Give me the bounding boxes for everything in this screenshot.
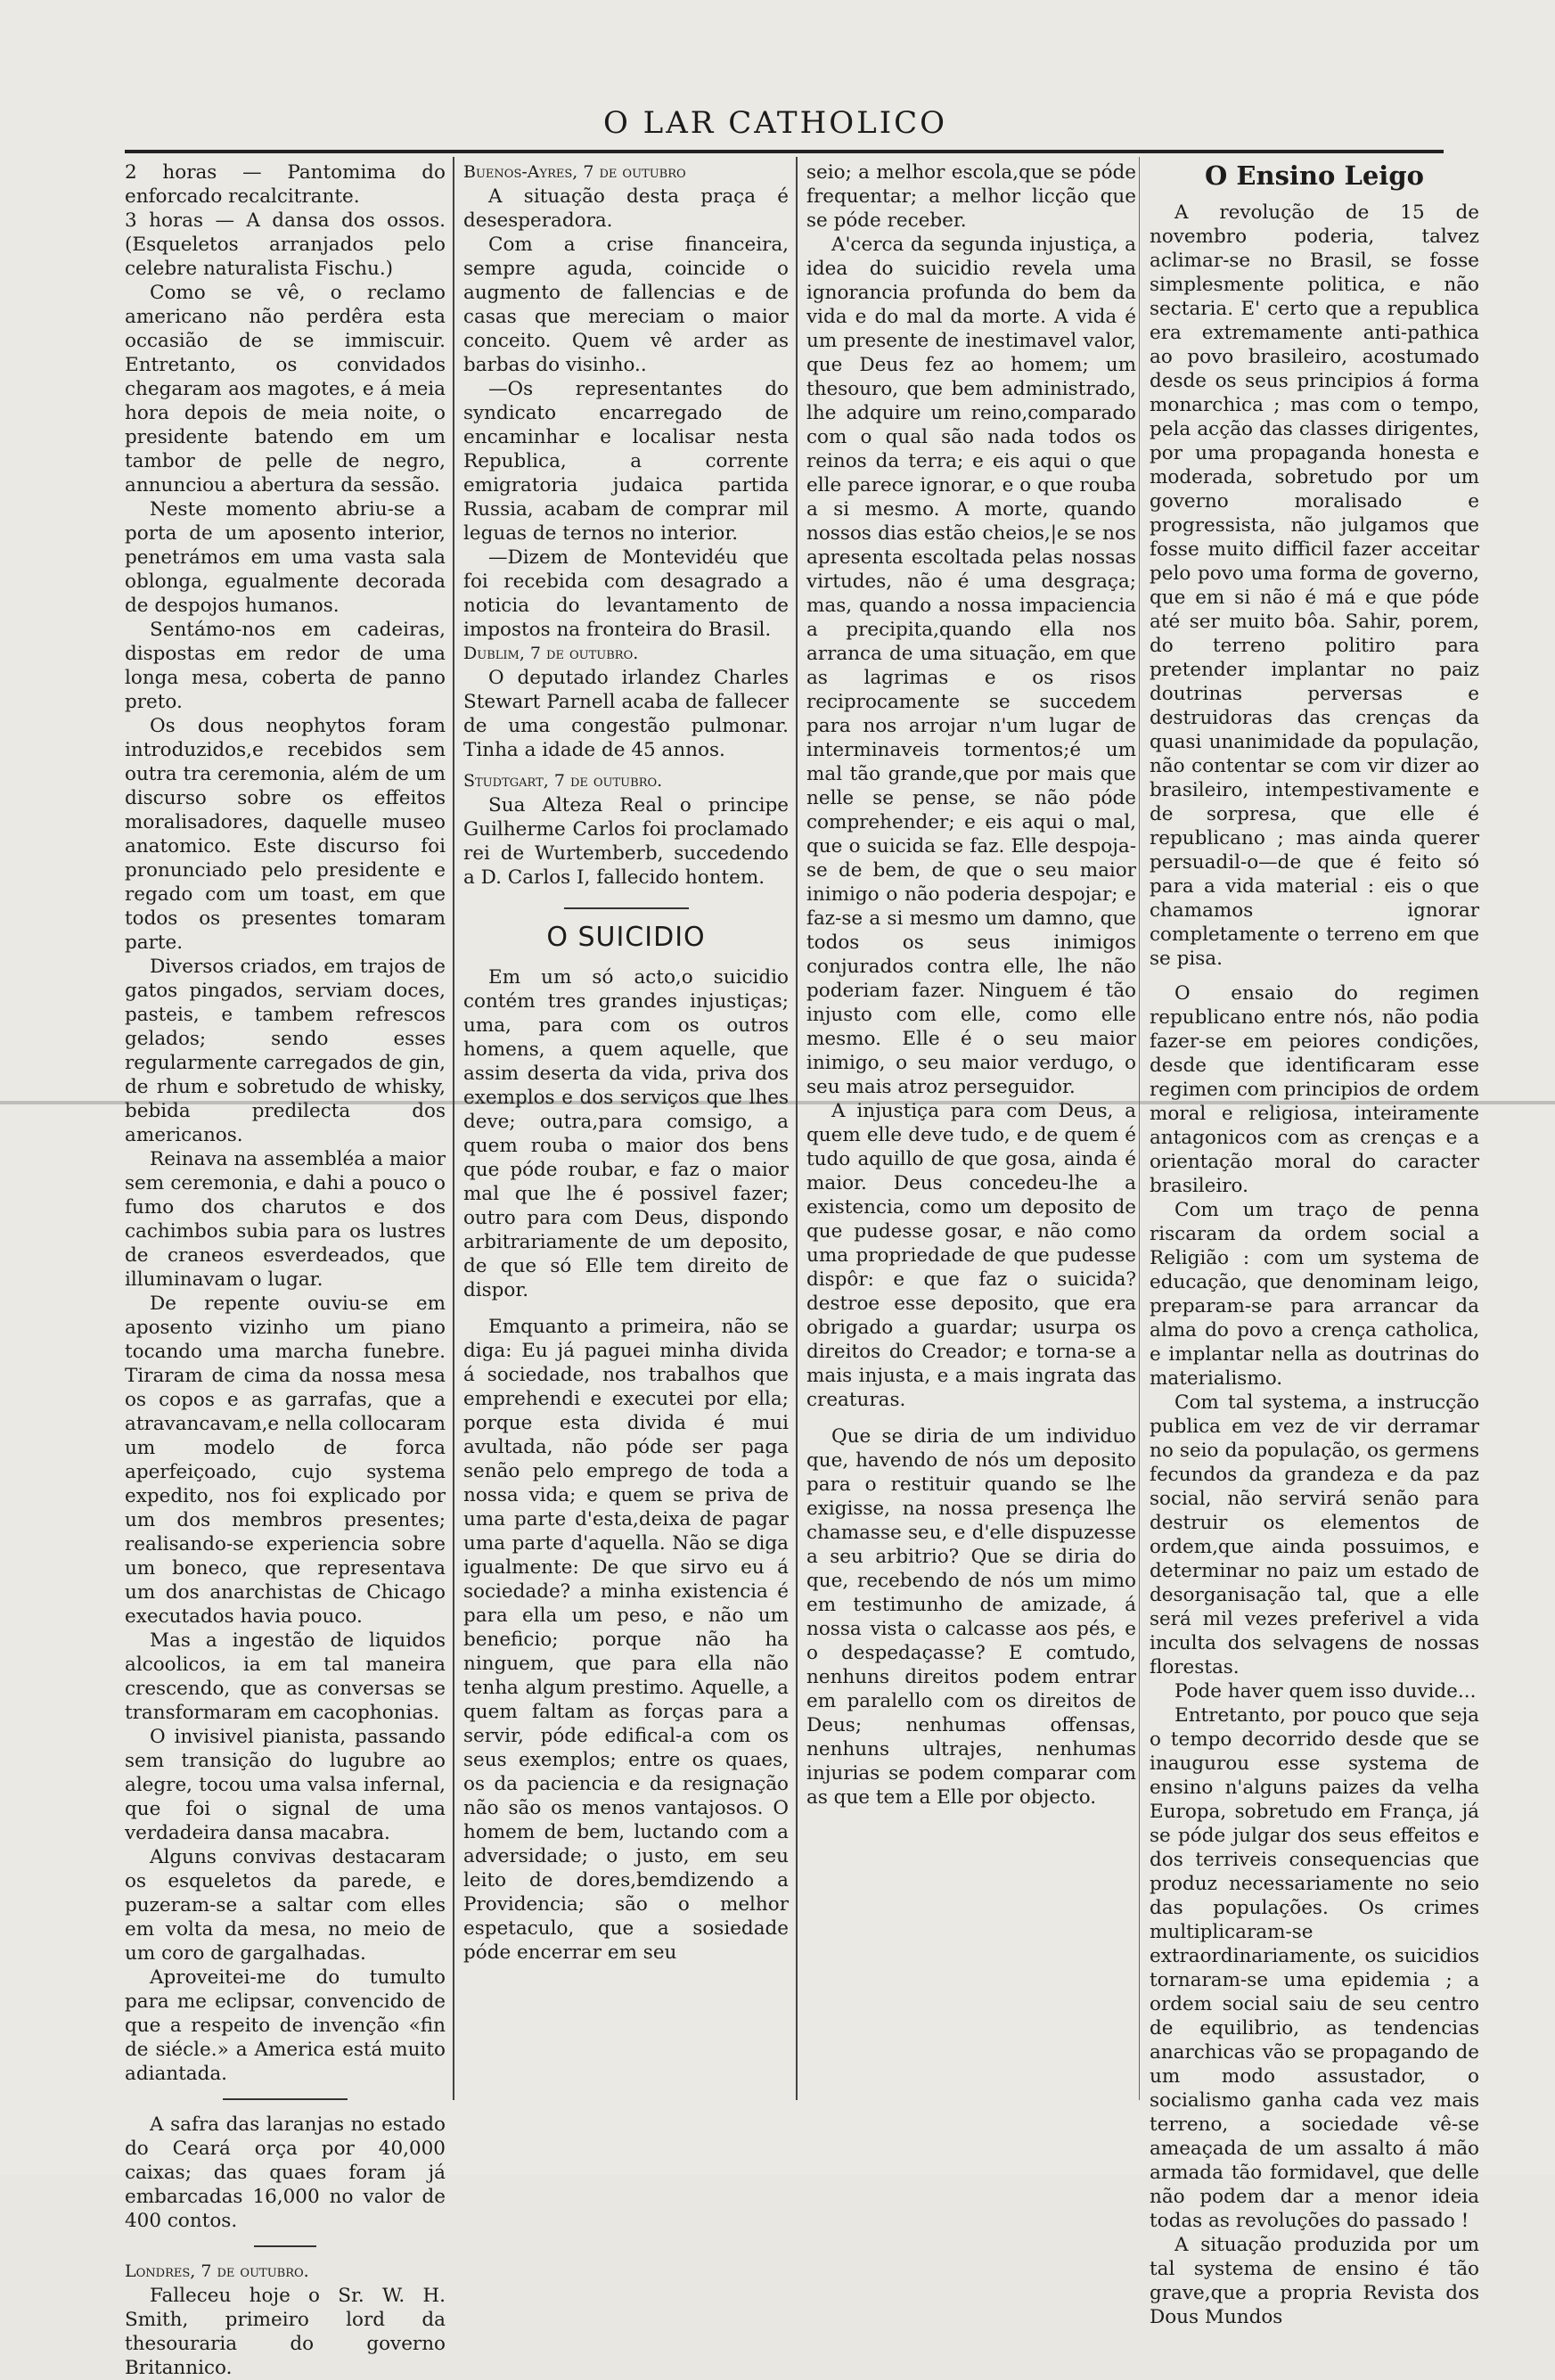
separator-rule <box>254 2245 316 2247</box>
paragraph: A situação desta praça é desesperadora. <box>463 185 789 232</box>
masthead-title: O LAR CATHOLICO <box>602 105 948 141</box>
paragraph: Que se diria de um individuo que, havendo de nós um deposito para o restituir quando se lhe exigisse, na nossa presença lhe chamasse seu, e d'elle dispuzesse a seu arbitrio? Que se diria do que, recebendo de nós um mimo em testimunho de amizade, á nossa vista o calcasse aos pés, e o despedaçasse? E comtudo, nenhuns direitos podem entrar em paralello com os direitos de Deus; nenhumas offensas, nenhuns ultrajes, nenhumas injurias se podem comparar com as que tem a Elle por objecto. <box>806 1425 1136 1809</box>
paragraph: Alguns convivas destacaram os esqueletos da parede, e puzeram-se a saltar com elles em volta da mesa, no meio de um coro de gargalhadas. <box>125 1846 446 1965</box>
column-2 <box>463 160 789 2139</box>
paragraph: Reinava na assembléa a maior sem ceremonia, e dahi a pouco o fumo dos charutos e dos cachimbos subia para os lustres de craneos esverdeados, que illuminavam o lugar. <box>125 1148 446 1291</box>
paragraph: —Dizem de Montevidéu que foi recebida com desagrado a noticia do levantamento de impostos na fronteira do Brasil. <box>463 546 789 641</box>
paragraph: A injustiça para com Deus, a quem elle deve tudo, e de quem é tudo aquillo de que gosa, ainda é maior. Deus concedeu-lhe a existencia, como um deposito de que pudesse gosar, e não como uma propriedade de que pudesse dispôr: e que faz o suicida? destroe esse deposito, que era obrigado a guardar; usurpa os direitos do Creador; e torna-se a mais injusta, e a mais ingrata das creaturas. <box>806 1100 1136 1411</box>
paragraph: Como se vê, o reclamo americano não perdêra esta occasião de se immiscuir. Entretanto, os convidados chegaram aos magotes, e á meia hora depois de meia noite, o presidente batendo em um tambor de pelle de negro, annunciou a abertura da sessão. <box>125 282 446 497</box>
article-title: O SUICIDIO <box>546 922 706 953</box>
paragraph: seio; a melhor escola,que se póde frequentar; a melhor licção que se póde receber. <box>806 161 1136 232</box>
column-divider <box>453 157 454 2100</box>
article-title: O Ensino Leigo <box>1205 160 1424 191</box>
paragraph: O invisivel pianista, passando sem transição do lugubre ao alegre, tocou uma valsa infernal, que foi o signal de uma verdadeira dansa macabra. <box>125 1726 446 1844</box>
paragraph: Entretanto, por pouco que seja o tempo decorrido desde que se inaugurou esse systema de ensino n'alguns paizes da velha Europa, sobretudo em França, já se póde julgar dos seus effeitos e dos terriveis consequencias que produz necessariamente no seio das populações. Os crimes multiplicaram-se extraordinariamente, os suicidios tornaram-se uma epidemia ; a ordem social saiu de seu centro de equilibrio, as tendencias anarchicas vão se propagando de um modo assustador, o socialismo ganha cada vez mais terreno, a sociedade vê-se ameaçada de um assalto á mão armada tão formidavel, que delle não podem dar a menor ideia todas as revoluções do passado ! <box>1150 1704 1479 2232</box>
paragraph: A revolução de 15 de novembro poderia, talvez aclimar-se no Brasil, se fosse simplesmente politica, e não sectaria. E' certo que a republica era extremamente anti-pathica ao povo brasileiro, acostumado desde os seus principios á forma monarchica ; mas com o tempo, pela acção das classes dirigentes, por uma propaganda honesta e moderada, sobretudo por um governo moralisado e progressista, não julgamos que fosse muito difficil fazer acceitar pelo povo uma forma de governo, que em si não é má e que póde até ser muito bôa. Sahir, porem, do terreno politiro para pretender implantar no paiz doutrinas perversas e destruidoras das crenças da quasi unanimidade da população, não contentar se com vir dizer ao brasileiro, intempestivamente e de sorpresa, que elle é republicano ; mas ainda querer persuadil-o—de que é feito só para a vida material : eis o que chamamos ignorar completamente o terreno em que se pisa. <box>1150 201 1479 970</box>
paragraph: Aproveitei-me do tumulto para me eclipsar, convencido de que a respeito de invenção «fin de siécle.» a America está muito adiantada. <box>125 1966 446 2085</box>
paragraph: 2 horas — Pantomima do enforcado recalcitrante. <box>125 161 446 208</box>
paragraph: Mas a ingestão de liquidos alcoolicos, ia em tal maneira crescendo, que as conversas se transformaram em cacophonias. <box>125 1629 446 1724</box>
paragraph: Neste momento abriu-se a porta de um aposento interior, penetrámos em uma vasta sala oblonga, egualmente decorada de despojos humanos. <box>125 498 446 617</box>
paragraph: A'cerca da segunda injustiça, a idea do suicidio revela uma ignorancia profunda do bem da vida e do mal da morte. A vida é um presente de inestimavel valor, que Deus fez ao homem; um thesouro, que bem administrado, lhe adquire um reino,comparado com o qual são nada todos os reinos da terra; e eis aqui o que elle parece ignorar, e o que rouba a si mesmo. A morte, quando nossos dias estão cheios,|e se nos apresenta escoltada pelas nossas virtudes, não é uma desgraça; mas, quando a nossa impaciencia a precipita,quando ella nos arranca de uma situação, em que as lagrimas e os risos reciprocamente se succedem para nos arrojar n'um lugar de interminaveis tormentos;é um mal tão grande,que por mais que nelle se pense, se não póde comprehender; e eis aqui o mal, que o suicida se faz. Elle despoja-se de bem, de que o seu maior inimigo o não poderia despojar; e faz-se a si mesmo um damno, que todos os seus inimigos conjurados contra elle, lhe não poderiam fazer. Ninguem é tão injusto com elle, como elle mesmo. Elle é o seu maior inimigo, o seu maior verdugo, o seu mais atroz perseguidor. <box>806 234 1136 1098</box>
paragraph: Com a crise financeira, sempre aguda, coincide o augmento de fallencias e de casas que mereciam o maior conceito. Quem vê arder as barbas do visinho.. <box>463 234 789 376</box>
paragraph: De repente ouviu-se em aposento vizinho um piano tocando uma marcha funebre. Tiraram de cima da nossa mesa os copos e as garrafas, que a atravancavam,e nella collocaram um modelo de forca aperfeiçoado, cujo systema expedito, nos foi explicado por um dos membros presentes; realisando-se experiencia sobre um boneco, que representava um dos anarchistas de Chicago executados havia pouco. <box>125 1293 446 1628</box>
column-1 <box>125 160 446 2379</box>
paragraph: Com um traço de penna riscaram da ordem social a Religião : com um systema de educação, que denominam leigo, preparam-se para arrancar da alma do povo a crença catholica, e implantar nella as doutrinas do materialismo. <box>1150 1199 1479 1390</box>
paragraph: Sentámo-nos em cadeiras, dispostas em redor de uma longa mesa, coberta de panno preto. <box>125 619 446 713</box>
news-brief: A safra das laranjas no estado do Ceará orça por 40,000 caixas; das quaes foram já embarcadas 16,000 no valor de 400 contos. <box>125 2113 446 2232</box>
paragraph: 3 horas — A dansa dos ossos. (Esqueletos arranjados pelo celebre naturalista Fischu.) <box>125 209 446 280</box>
paragraph: A situação produzida por um tal systema de ensino é tão grave,que a propria Revista dos Dous Mundos <box>1150 2234 1479 2328</box>
paragraph: Com tal systema, a instrucção publica em vez de vir derramar no seio da população, os germens fecundos da grandeza e da paz social, não servirá senão para destruir os elementos de ordem,que ainda possuimos, e determinar no paiz um estado de desorganisação tal, que a elle será mil vezes preferivel a vida inculta dos selvagens de nossas florestas. <box>1150 1391 1479 1678</box>
paragraph: O ensaio do regimen republicano entre nós, não podia fazer-se em peiores condições, desde que identificaram esse regimen com principios de ordem moral e religiosa, inteiramente antagonicos com as crenças e a orientação moral do caracter brasileiro. <box>1150 982 1479 1197</box>
dateline: Buenos-Ayres, 7 de outubro <box>463 162 686 182</box>
dateline: Studtgart, 7 de outubro. <box>463 771 663 791</box>
separator-rule <box>223 2098 348 2100</box>
paragraph: Diversos criados, em trajos de gatos pingados, serviam doces, pasteis, e tambem refrescos gelados; sendo esses regularmente carregados de gin, de rhum e sobretudo de whisky, bebida predilecta dos americanos. <box>125 956 446 1146</box>
masthead-rule <box>125 150 1444 153</box>
dateline: Londres, 7 de outubro. <box>125 2261 309 2281</box>
dateline: Dublim, 7 de outubro. <box>463 644 639 663</box>
paragraph: Em um só acto,o suicidio contém tres grandes injustiças; uma, para com os outros homens, a quem aquelle, que assim deserta da vida, priva dos exemplos e dos serviços que lhes deve; outra,para comsigo, a quem rouba o maior dos bens que póde roubar, e faz o maior mal que lhe é possivel fazer; outro para com Deus, dispondo arbitrariamente de um deposito, de que só Elle tem direito de dispor. <box>463 966 789 1301</box>
paragraph: Emquanto a primeira, não se diga: Eu já paguei minha divida á sociedade, nos trabalhos que emprehendi e executei por ella; porque esta divida é mui avultada, não póde ser paga senão pelo emprego de toda a nossa vida; e quem se priva de uma parte d'esta,deixa de pagar uma parte d'aquella. Não se diga igualmente: De que sirvo eu á sociedade? a minha existencia é para ella um peso, e não um beneficio; porque não ha ninguem, que para ella não tenha algum prestimo. Aquelle, a quem faltam as forças para a servir, póde edifical-a com os seus exemplos; entre os quaes, os da paciencia e da resignação não são os menos vantajosos. O homem de bem, luctando com a adversidade; o justo, em seu leito de dores,bemdizendo a Providencia; são o melhor espetaculo, que a sosiedade póde encerrar em seu <box>463 1316 789 1964</box>
paragraph: Os dous neophytos foram introduzidos,e recebidos sem outra tra ceremonia, além de um discurso sobre os effeitos moralisadores, daquelle museo anatomico. Este discurso foi pronunciado pelo presidente e regado com um toast, em que todos os presentes tomaram parte. <box>125 715 446 954</box>
paragraph: —Os representantes do syndicato encarregado de encaminhar e localisar nesta Republica, a corrente emigratoria judaica partida Russia, acabam de comprar mil leguas de ternos no interior. <box>463 378 789 545</box>
separator-rule <box>564 907 689 909</box>
column-divider <box>1139 157 1140 2100</box>
paragraph: Falleceu hoje o Sr. W. H. Smith, primeiro lord da thesouraria do governo Britannico. <box>125 2285 446 2379</box>
paragraph: O deputado irlandez Charles Stewart Parnell acaba de fallecer de uma congestão pulmonar. Tinha a idade de 45 annos. <box>463 667 789 761</box>
paragraph: Sua Alteza Real o principe Guilherme Carlos foi proclamado rei de Wurtemberb, succedendo a D. Carlos I, fallecido hontem. <box>463 794 789 889</box>
paragraph: Pode haver quem isso duvide... <box>1174 1680 1477 1703</box>
column-divider <box>796 157 798 2100</box>
column-3 <box>806 160 1136 2139</box>
column-4 <box>1150 160 1479 2328</box>
